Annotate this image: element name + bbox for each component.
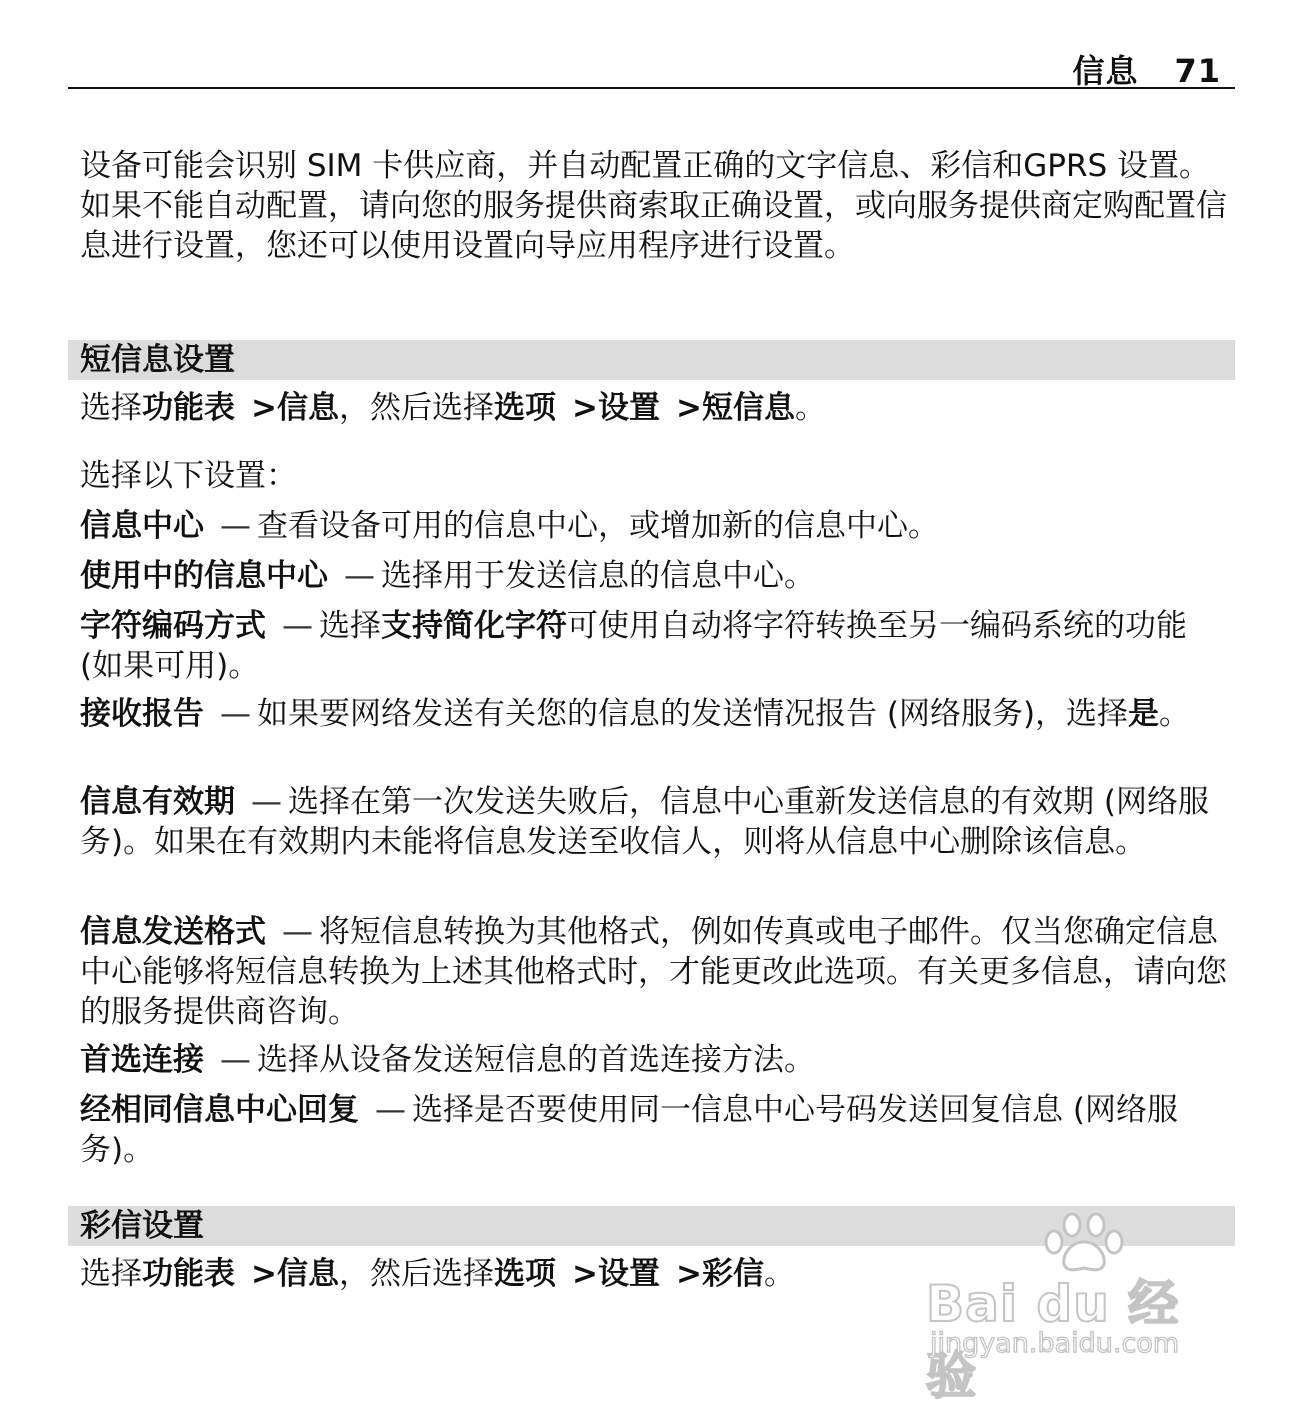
running-header <box>1072 46 1221 92</box>
setting-desc: 选择从设备发送短信息的首选连接方法。 <box>257 1042 815 1078</box>
path-separator: > <box>251 390 277 426</box>
menu-path-sms <box>80 388 826 428</box>
path-separator: > <box>571 1256 598 1292</box>
watermark-brand: Bai du 经验 <box>926 1275 1180 1405</box>
setting-desc: 。 <box>1159 696 1191 732</box>
setting-option: 是 <box>1128 696 1160 732</box>
setting-item <box>80 1040 1228 1080</box>
path-text: 选择 <box>80 390 142 426</box>
setting-desc: 选择用于发送信息的信息中心。 <box>381 558 815 594</box>
path-separator: > <box>571 390 598 426</box>
setting-item <box>80 912 1228 1032</box>
path-text: ，然后选择 <box>338 1256 494 1292</box>
path-separator: > <box>251 1256 277 1292</box>
setting-item <box>80 694 1228 734</box>
path-messages: 信息 <box>276 1256 339 1292</box>
path-settings: 设置 <box>597 390 660 426</box>
section-title: 短信息设置 <box>80 342 235 378</box>
section-title: 彩信设置 <box>80 1208 204 1244</box>
setting-item <box>80 782 1228 862</box>
setting-term: 信息发送格式 <box>80 914 266 950</box>
setting-item <box>80 1090 1228 1170</box>
em-dash: — <box>220 508 251 544</box>
setting-term: 首选连接 <box>80 1042 204 1078</box>
setting-desc: 可使用自动将字符转换至另一编码系统的功能 (如果可用)。 <box>80 608 1187 684</box>
setting-term: 信息中心 <box>80 508 204 544</box>
path-options: 选项 <box>493 1256 556 1292</box>
path-target: 彩信 <box>701 1256 764 1292</box>
em-dash: — <box>220 696 251 732</box>
watermark-url: jingyan.baidu.com <box>930 1328 1180 1359</box>
menu-path-mms <box>80 1254 795 1294</box>
path-separator: > <box>675 390 702 426</box>
choose-settings-line: 选择以下设置： <box>80 458 297 494</box>
path-settings: 设置 <box>597 1256 660 1292</box>
setting-desc: 如果要网络发送有关您的信息的发送情况报告 (网络服务)，选择 <box>257 696 1129 732</box>
intro-paragraph: 设备可能会识别 SIM 卡供应商，并自动配置正确的文字信息、彩信和GPRS 设置。如果不能自动配置，请向您的服务提供商索取正确设置，或向服务提供商定购配置信息进行设置，您还可以使用设置向导应用程序进行设置。 <box>80 148 1227 264</box>
baidu-jingyan-watermark <box>920 1212 1230 1405</box>
path-menu: 功能表 <box>142 390 235 426</box>
em-dash: — <box>375 1092 406 1128</box>
setting-term: 接收报告 <box>80 696 204 732</box>
setting-item <box>80 506 1228 546</box>
setting-option: 支持简化字符 <box>381 608 567 644</box>
path-messages: 信息 <box>276 390 339 426</box>
setting-item <box>80 606 1228 686</box>
header-title: 信息 <box>1072 52 1139 90</box>
setting-term: 经相同信息中心回复 <box>80 1092 359 1128</box>
setting-term: 使用中的信息中心 <box>80 558 328 594</box>
path-text: 。 <box>794 390 826 426</box>
path-separator: > <box>675 1256 702 1292</box>
em-dash: — <box>282 608 313 644</box>
em-dash: — <box>344 558 375 594</box>
setting-item <box>80 556 1228 596</box>
em-dash: — <box>282 914 313 950</box>
em-dash: — <box>251 784 282 820</box>
path-target: 短信息 <box>701 390 795 426</box>
setting-term: 字符编码方式 <box>80 608 266 644</box>
path-menu: 功能表 <box>142 1256 235 1292</box>
setting-desc: 选择 <box>319 608 381 644</box>
section-heading-sms <box>68 340 1235 380</box>
setting-desc: 选择是否要使用同一信息中心号码发送回复信息 (网络服务)。 <box>80 1092 1178 1168</box>
setting-desc: 查看设备可用的信息中心，或增加新的信息中心。 <box>257 508 939 544</box>
setting-term: 信息有效期 <box>80 784 235 820</box>
page-header <box>68 46 1235 89</box>
setting-desc: 选择在第一次发送失败后，信息中心重新发送信息的有效期 (网络服务)。如果在有效期内未能将信息发送至收信人，则将从信息中心删除该信息。 <box>80 784 1209 860</box>
path-options: 选项 <box>493 390 556 426</box>
path-text: 选择 <box>80 1256 142 1292</box>
page-number: 71 <box>1174 52 1221 90</box>
setting-desc: 将短信息转换为其他格式，例如传真或电子邮件。仅当您确定信息中心能够将短信息转换为上述其他格式时，才能更改此选项。有关更多信息，请向您的服务提供商咨询。 <box>80 914 1227 1030</box>
em-dash: — <box>220 1042 251 1078</box>
path-text: ，然后选择 <box>338 390 494 426</box>
path-text: 。 <box>763 1256 795 1292</box>
